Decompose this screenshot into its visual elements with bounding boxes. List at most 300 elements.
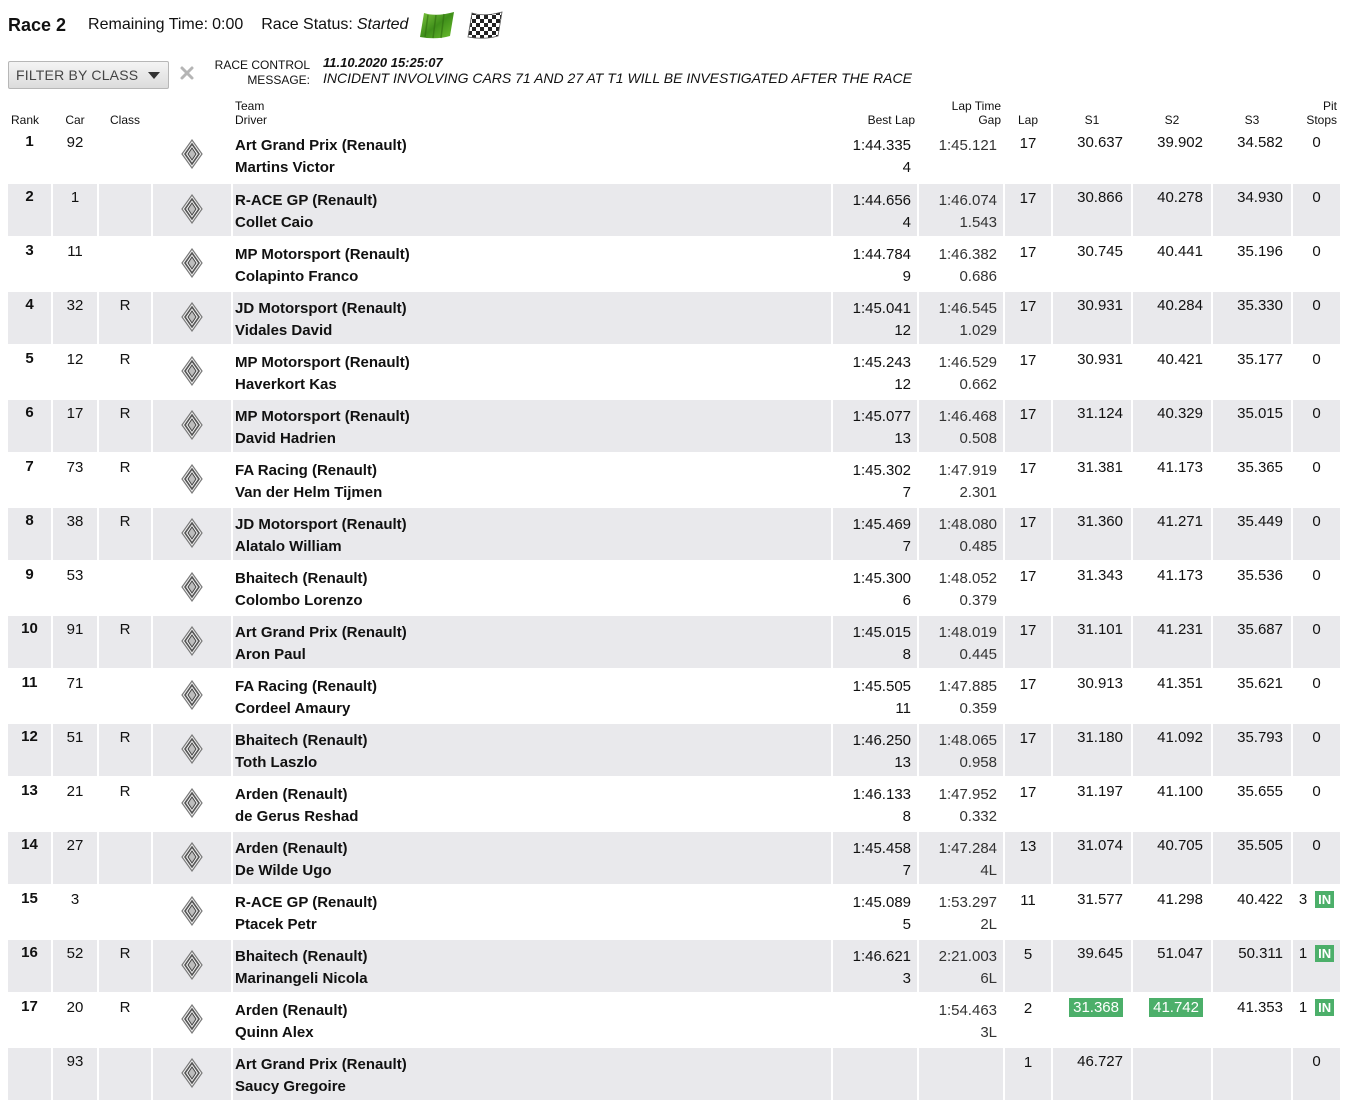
race-control-label (208, 58, 310, 88)
best-lap-number: 4 (902, 214, 911, 231)
renault-logo-icon (181, 572, 203, 602)
gap-value: 0.686 (959, 268, 997, 285)
logo-cell (152, 345, 232, 399)
gap-value: 0.508 (959, 430, 997, 447)
gap-value: 3L (980, 1024, 997, 1041)
best-lap-cell (832, 885, 918, 939)
col-class[interactable]: Class (109, 113, 140, 127)
gap-value: 0.662 (959, 376, 997, 393)
s3-time: 50.311 (1238, 945, 1283, 962)
renault-logo-icon (181, 248, 203, 278)
col-lap-time-gap[interactable] (918, 91, 1004, 129)
s3-cell (1212, 723, 1292, 777)
gap-value: 0.958 (959, 754, 997, 771)
gap-value: 2.301 (959, 484, 997, 501)
best-lap-cell (832, 939, 918, 993)
best-lap-time: 1:45.243 (852, 354, 911, 371)
lap-time-gap-cell (918, 615, 1004, 669)
class-cell (98, 183, 152, 237)
last-lap-time: 2:21.003 (938, 948, 997, 965)
best-lap-number: 12 (894, 376, 911, 393)
gap-value: 2L (980, 916, 997, 933)
driver-name: Toth Laszlo (235, 754, 318, 771)
rank-cell (8, 237, 52, 291)
s1-time: 30.931 (1077, 351, 1123, 368)
renault-logo-icon (181, 464, 203, 494)
s1-time: 31.101 (1077, 621, 1123, 638)
race-control-message: INCIDENT INVOLVING CARS 71 AND 27 AT T1 WILL BE INVESTIGATED AFTER THE RACE (323, 70, 912, 86)
col-car[interactable]: Car (65, 113, 85, 127)
lap-time-gap-cell (918, 1047, 1004, 1101)
pit-stops-cell (1292, 291, 1340, 345)
s2-cell (1132, 237, 1212, 291)
car-cell (52, 507, 98, 561)
team-name: FA Racing (Renault) (235, 462, 377, 479)
class-value: R (119, 621, 131, 638)
last-lap-time: 1:54.463 (938, 1002, 997, 1019)
rank-value: 3 (25, 242, 34, 259)
rank-cell (8, 1047, 52, 1101)
pit-stops-count: 3 (1298, 891, 1308, 908)
last-lap-time: 1:48.065 (938, 732, 997, 749)
s3-cell (1212, 885, 1292, 939)
pit-stops-count: 0 (1312, 783, 1321, 800)
car-cell (52, 885, 98, 939)
class-value: R (119, 945, 131, 962)
logo-cell (152, 669, 232, 723)
table-row[interactable] (8, 453, 1340, 507)
car-cell (52, 993, 98, 1047)
class-cell (98, 885, 152, 939)
s2-cell (1132, 561, 1212, 615)
rank-value: 7 (25, 458, 34, 475)
lap-cell (1004, 345, 1052, 399)
best-lap-time: 1:44.656 (852, 192, 911, 209)
rank-cell (8, 993, 52, 1047)
car-number: 51 (66, 729, 84, 746)
team-driver-cell (232, 129, 832, 183)
lap-cell (1004, 183, 1052, 237)
chevron-down-icon (148, 72, 160, 79)
rank-cell (8, 777, 52, 831)
s1-cell (1052, 183, 1132, 237)
col-s1[interactable]: S1 (1084, 113, 1100, 127)
team-name: Bhaitech (Renault) (235, 948, 368, 965)
rank-value: 6 (25, 404, 34, 421)
lap-count: 17 (1019, 622, 1037, 639)
table-row[interactable] (8, 1047, 1340, 1101)
last-lap-time: 1:46.074 (938, 192, 997, 209)
class-value: R (119, 999, 131, 1016)
car-cell (52, 1047, 98, 1101)
team-driver-cell (232, 291, 832, 345)
renault-logo-icon (181, 950, 203, 980)
s1-cell (1052, 777, 1132, 831)
best-lap-time: 1:45.469 (852, 516, 911, 533)
table-row[interactable] (8, 723, 1340, 777)
col-team-driver[interactable] (232, 91, 832, 129)
table-row[interactable] (8, 507, 1340, 561)
lap-cell (1004, 291, 1052, 345)
s2-time: 41.100 (1157, 783, 1203, 800)
logo-cell (152, 237, 232, 291)
lap-count: 13 (1019, 838, 1037, 855)
renault-logo-icon (181, 788, 203, 818)
results-body (8, 129, 1340, 1101)
renault-logo-icon (181, 518, 203, 548)
car-cell (52, 237, 98, 291)
logo-cell (152, 183, 232, 237)
table-row[interactable] (8, 237, 1340, 291)
team-name: R-ACE GP (Renault) (235, 192, 378, 209)
team-name: JD Motorsport (Renault) (235, 300, 407, 317)
s3-time: 35.177 (1237, 351, 1283, 368)
best-lap-time: 1:46.621 (852, 948, 911, 965)
class-cell (98, 777, 152, 831)
s1-time: 31.180 (1077, 729, 1123, 746)
s1-cell (1052, 615, 1132, 669)
table-row[interactable] (8, 345, 1340, 399)
best-lap-cell (832, 129, 918, 183)
lap-count: 11 (1020, 892, 1036, 909)
col-pit-stops[interactable] (1292, 91, 1340, 129)
gap-value: 1.543 (959, 214, 997, 231)
lap-cell (1004, 939, 1052, 993)
s1-cell (1052, 345, 1132, 399)
gap-value: 0.359 (959, 700, 997, 717)
driver-name: Marinangeli Nicola (235, 970, 368, 987)
col-lap[interactable]: Lap (1017, 113, 1039, 127)
renault-logo-icon (181, 356, 203, 386)
class-cell (98, 399, 152, 453)
driver-name: Vidales David (235, 322, 333, 339)
team-driver-cell (232, 831, 832, 885)
col-team: Team (235, 99, 265, 113)
best-lap-time: 1:45.505 (852, 678, 911, 695)
lap-cell (1004, 237, 1052, 291)
pit-stops-cell (1292, 669, 1340, 723)
pit-stops-cell (1292, 237, 1340, 291)
s2-cell (1132, 183, 1212, 237)
col-logo (152, 91, 232, 129)
s3-time: 35.015 (1237, 405, 1283, 422)
s1-cell (1052, 831, 1132, 885)
gap-value: 0.332 (959, 808, 997, 825)
s2-time: 40.421 (1157, 351, 1203, 368)
s2-time: 40.441 (1157, 243, 1203, 260)
table-row[interactable] (8, 399, 1340, 453)
race-title: Race 2 (8, 14, 67, 35)
table-row[interactable] (8, 615, 1340, 669)
s1-cell (1052, 129, 1132, 183)
lap-cell (1004, 993, 1052, 1047)
s1-time: 31.360 (1077, 513, 1123, 530)
renault-logo-icon (181, 139, 203, 169)
col-rank[interactable]: Rank (11, 113, 40, 127)
lap-time-gap-cell (918, 453, 1004, 507)
class-cell (98, 453, 152, 507)
s1-time: 30.931 (1077, 297, 1123, 314)
team-driver-cell (232, 615, 832, 669)
lap-count: 17 (1019, 784, 1037, 801)
filter-by-class-dropdown[interactable] (8, 61, 169, 89)
best-lap-cell (832, 345, 918, 399)
clear-icon[interactable] (178, 64, 196, 82)
car-number: 92 (66, 134, 84, 151)
lap-count: 17 (1019, 298, 1037, 315)
class-cell (98, 507, 152, 561)
renault-logo-icon (181, 1058, 203, 1088)
driver-name: Van der Helm Tijmen (235, 484, 383, 501)
rank-value: 16 (21, 944, 38, 961)
s2-cell (1132, 1047, 1212, 1101)
s3-time: 35.196 (1237, 243, 1283, 260)
lap-time-gap-cell (918, 237, 1004, 291)
lap-cell (1004, 507, 1052, 561)
pit-stops-count: 0 (1312, 513, 1321, 530)
best-lap-number: 9 (902, 268, 911, 285)
best-lap-number: 11 (895, 700, 911, 717)
s3-cell (1212, 831, 1292, 885)
driver-name: Quinn Alex (235, 1024, 314, 1041)
car-number: 91 (66, 621, 84, 638)
rank-cell (8, 129, 52, 183)
s1-cell (1052, 723, 1132, 777)
table-row[interactable] (8, 183, 1340, 237)
best-lap-cell (832, 723, 918, 777)
s3-cell (1212, 453, 1292, 507)
s1-time: 30.913 (1077, 675, 1123, 692)
green-flag-icon (416, 11, 456, 39)
logo-cell (152, 291, 232, 345)
rank-cell (8, 399, 52, 453)
class-value: R (119, 459, 131, 476)
lap-count: 17 (1019, 514, 1037, 531)
rank-cell (8, 885, 52, 939)
s2-cell (1132, 669, 1212, 723)
s1-time: 31.124 (1077, 405, 1123, 422)
best-lap-number: 8 (902, 646, 911, 663)
s1-cell (1052, 453, 1132, 507)
lap-count: 17 (1019, 676, 1037, 693)
car-cell (52, 777, 98, 831)
rank-cell (8, 453, 52, 507)
table-row[interactable] (8, 561, 1340, 615)
car-number: 53 (66, 567, 84, 584)
logo-cell (152, 453, 232, 507)
team-driver-cell (232, 399, 832, 453)
team-driver-cell (232, 507, 832, 561)
team-name: Bhaitech (Renault) (235, 570, 368, 587)
table-row[interactable] (8, 831, 1340, 885)
col-s2[interactable]: S2 (1164, 113, 1180, 127)
lap-cell (1004, 129, 1052, 183)
lap-cell (1004, 399, 1052, 453)
s2-cell (1132, 723, 1212, 777)
gap-value: 0.445 (959, 646, 997, 663)
race-header (8, 8, 504, 42)
s2-time: 41.173 (1157, 459, 1203, 476)
team-name: Art Grand Prix (Renault) (235, 624, 407, 641)
table-row[interactable] (8, 291, 1340, 345)
lap-time-gap-cell (918, 345, 1004, 399)
class-value: R (119, 513, 131, 530)
lap-time-gap-cell (918, 183, 1004, 237)
rank-cell (8, 939, 52, 993)
team-driver-cell (232, 183, 832, 237)
car-number: 38 (66, 513, 84, 530)
class-cell (98, 831, 152, 885)
gap-value: 0.379 (959, 592, 997, 609)
s1-time: 31.197 (1077, 783, 1123, 800)
car-cell (52, 453, 98, 507)
logo-cell (152, 615, 232, 669)
renault-logo-icon (181, 680, 203, 710)
best-lap-number: 13 (894, 430, 911, 447)
s3-cell (1212, 507, 1292, 561)
best-lap-number: 8 (902, 808, 911, 825)
class-cell (98, 345, 152, 399)
lap-count: 17 (1019, 568, 1037, 585)
s1-cell (1052, 993, 1132, 1047)
best-lap-time: 1:45.089 (852, 894, 911, 911)
car-number: 20 (66, 999, 84, 1016)
s2-time: 40.705 (1157, 837, 1203, 854)
lap-count: 17 (1019, 460, 1037, 477)
renault-logo-icon (181, 194, 203, 224)
logo-cell (152, 1047, 232, 1101)
s2-time: 41.092 (1157, 729, 1203, 746)
lap-time-gap-cell (918, 993, 1004, 1047)
lap-time-gap-cell (918, 129, 1004, 183)
pit-stops-cell (1292, 993, 1340, 1047)
col-s3[interactable]: S3 (1244, 113, 1260, 127)
race-status-value: Started (356, 16, 409, 33)
s2-time: 51.047 (1157, 945, 1203, 962)
car-cell (52, 939, 98, 993)
race-control-timestamp: 11.10.2020 15:25:07 (323, 55, 443, 70)
class-cell (98, 291, 152, 345)
s3-time: 35.621 (1237, 675, 1283, 692)
lap-cell (1004, 777, 1052, 831)
table-row[interactable] (8, 129, 1340, 183)
s2-time: 41.298 (1157, 891, 1203, 908)
lap-count: 1 (1023, 1054, 1033, 1071)
table-row[interactable] (8, 885, 1340, 939)
team-driver-cell (232, 453, 832, 507)
col-pit-line1: Pit (1322, 99, 1337, 113)
best-lap-time: 1:45.302 (852, 462, 911, 479)
col-best-lap[interactable]: Best Lap (867, 113, 915, 127)
s3-cell (1212, 399, 1292, 453)
s3-cell (1212, 237, 1292, 291)
rank-cell (8, 345, 52, 399)
last-lap-time: 1:47.919 (938, 462, 997, 479)
s2-time: 41.231 (1157, 621, 1203, 638)
driver-name: Ptacek Petr (235, 916, 317, 933)
s2-time: 39.902 (1157, 134, 1203, 151)
team-name: MP Motorsport (Renault) (235, 246, 410, 263)
lap-time-gap-cell (918, 723, 1004, 777)
s2-time: 40.329 (1157, 405, 1203, 422)
pit-stops-count: 0 (1312, 351, 1321, 368)
s2-time: 41.351 (1157, 675, 1203, 692)
team-driver-cell (232, 669, 832, 723)
table-row[interactable] (8, 777, 1340, 831)
gap-value: 6L (980, 970, 997, 987)
s2-time: 41.173 (1157, 567, 1203, 584)
rank-value: 4 (25, 296, 34, 313)
renault-logo-icon (181, 626, 203, 656)
rank-value: 17 (21, 998, 38, 1015)
s3-time: 34.582 (1237, 134, 1283, 151)
team-driver-cell (232, 723, 832, 777)
s2-time: 41.742 (1149, 998, 1203, 1017)
rank-value: 5 (25, 350, 34, 367)
table-header-row (8, 91, 1340, 129)
pit-stops-count: 0 (1312, 621, 1321, 638)
best-lap-time: 1:45.041 (852, 300, 911, 317)
lap-cell (1004, 453, 1052, 507)
renault-logo-icon (181, 410, 203, 440)
rank-value: 11 (21, 674, 38, 691)
pit-stops-cell (1292, 561, 1340, 615)
s3-time: 35.536 (1237, 567, 1283, 584)
rank-cell (8, 723, 52, 777)
lap-cell (1004, 615, 1052, 669)
pit-stops-count: 0 (1312, 297, 1321, 314)
team-name: MP Motorsport (Renault) (235, 354, 410, 371)
pit-stops-count: 0 (1312, 405, 1321, 422)
lap-cell (1004, 831, 1052, 885)
last-lap-time: 1:46.382 (938, 246, 997, 263)
car-cell (52, 831, 98, 885)
pit-stops-count: 0 (1312, 243, 1321, 260)
logo-cell (152, 507, 232, 561)
s3-cell (1212, 777, 1292, 831)
table-row[interactable] (8, 669, 1340, 723)
lap-time-gap-cell (918, 939, 1004, 993)
s1-time: 46.727 (1077, 1053, 1123, 1070)
s2-cell (1132, 399, 1212, 453)
car-number: 17 (66, 405, 84, 422)
s3-time: 35.505 (1237, 837, 1283, 854)
last-lap-time: 1:53.297 (938, 894, 997, 911)
pit-stops-count: 0 (1312, 729, 1321, 746)
in-pit-badge: IN (1315, 891, 1334, 908)
s1-time: 31.368 (1069, 998, 1123, 1017)
rank-cell (8, 831, 52, 885)
team-name: Arden (Renault) (235, 1002, 348, 1019)
lap-time-gap-cell (918, 831, 1004, 885)
pit-stops-cell (1292, 885, 1340, 939)
s3-cell (1212, 1047, 1292, 1101)
team-name: Arden (Renault) (235, 840, 348, 857)
s3-time: 35.687 (1237, 621, 1283, 638)
table-row[interactable] (8, 993, 1340, 1047)
best-lap-cell (832, 669, 918, 723)
last-lap-time: 1:48.019 (938, 624, 997, 641)
s2-cell (1132, 831, 1212, 885)
results-table (8, 91, 1340, 1102)
lap-count: 17 (1019, 352, 1037, 369)
best-lap-time: 1:44.784 (852, 246, 911, 263)
rank-value: 13 (21, 782, 38, 799)
class-cell (98, 561, 152, 615)
team-name: FA Racing (Renault) (235, 678, 377, 695)
pit-stops-count: 0 (1312, 675, 1321, 692)
table-row[interactable] (8, 939, 1340, 993)
